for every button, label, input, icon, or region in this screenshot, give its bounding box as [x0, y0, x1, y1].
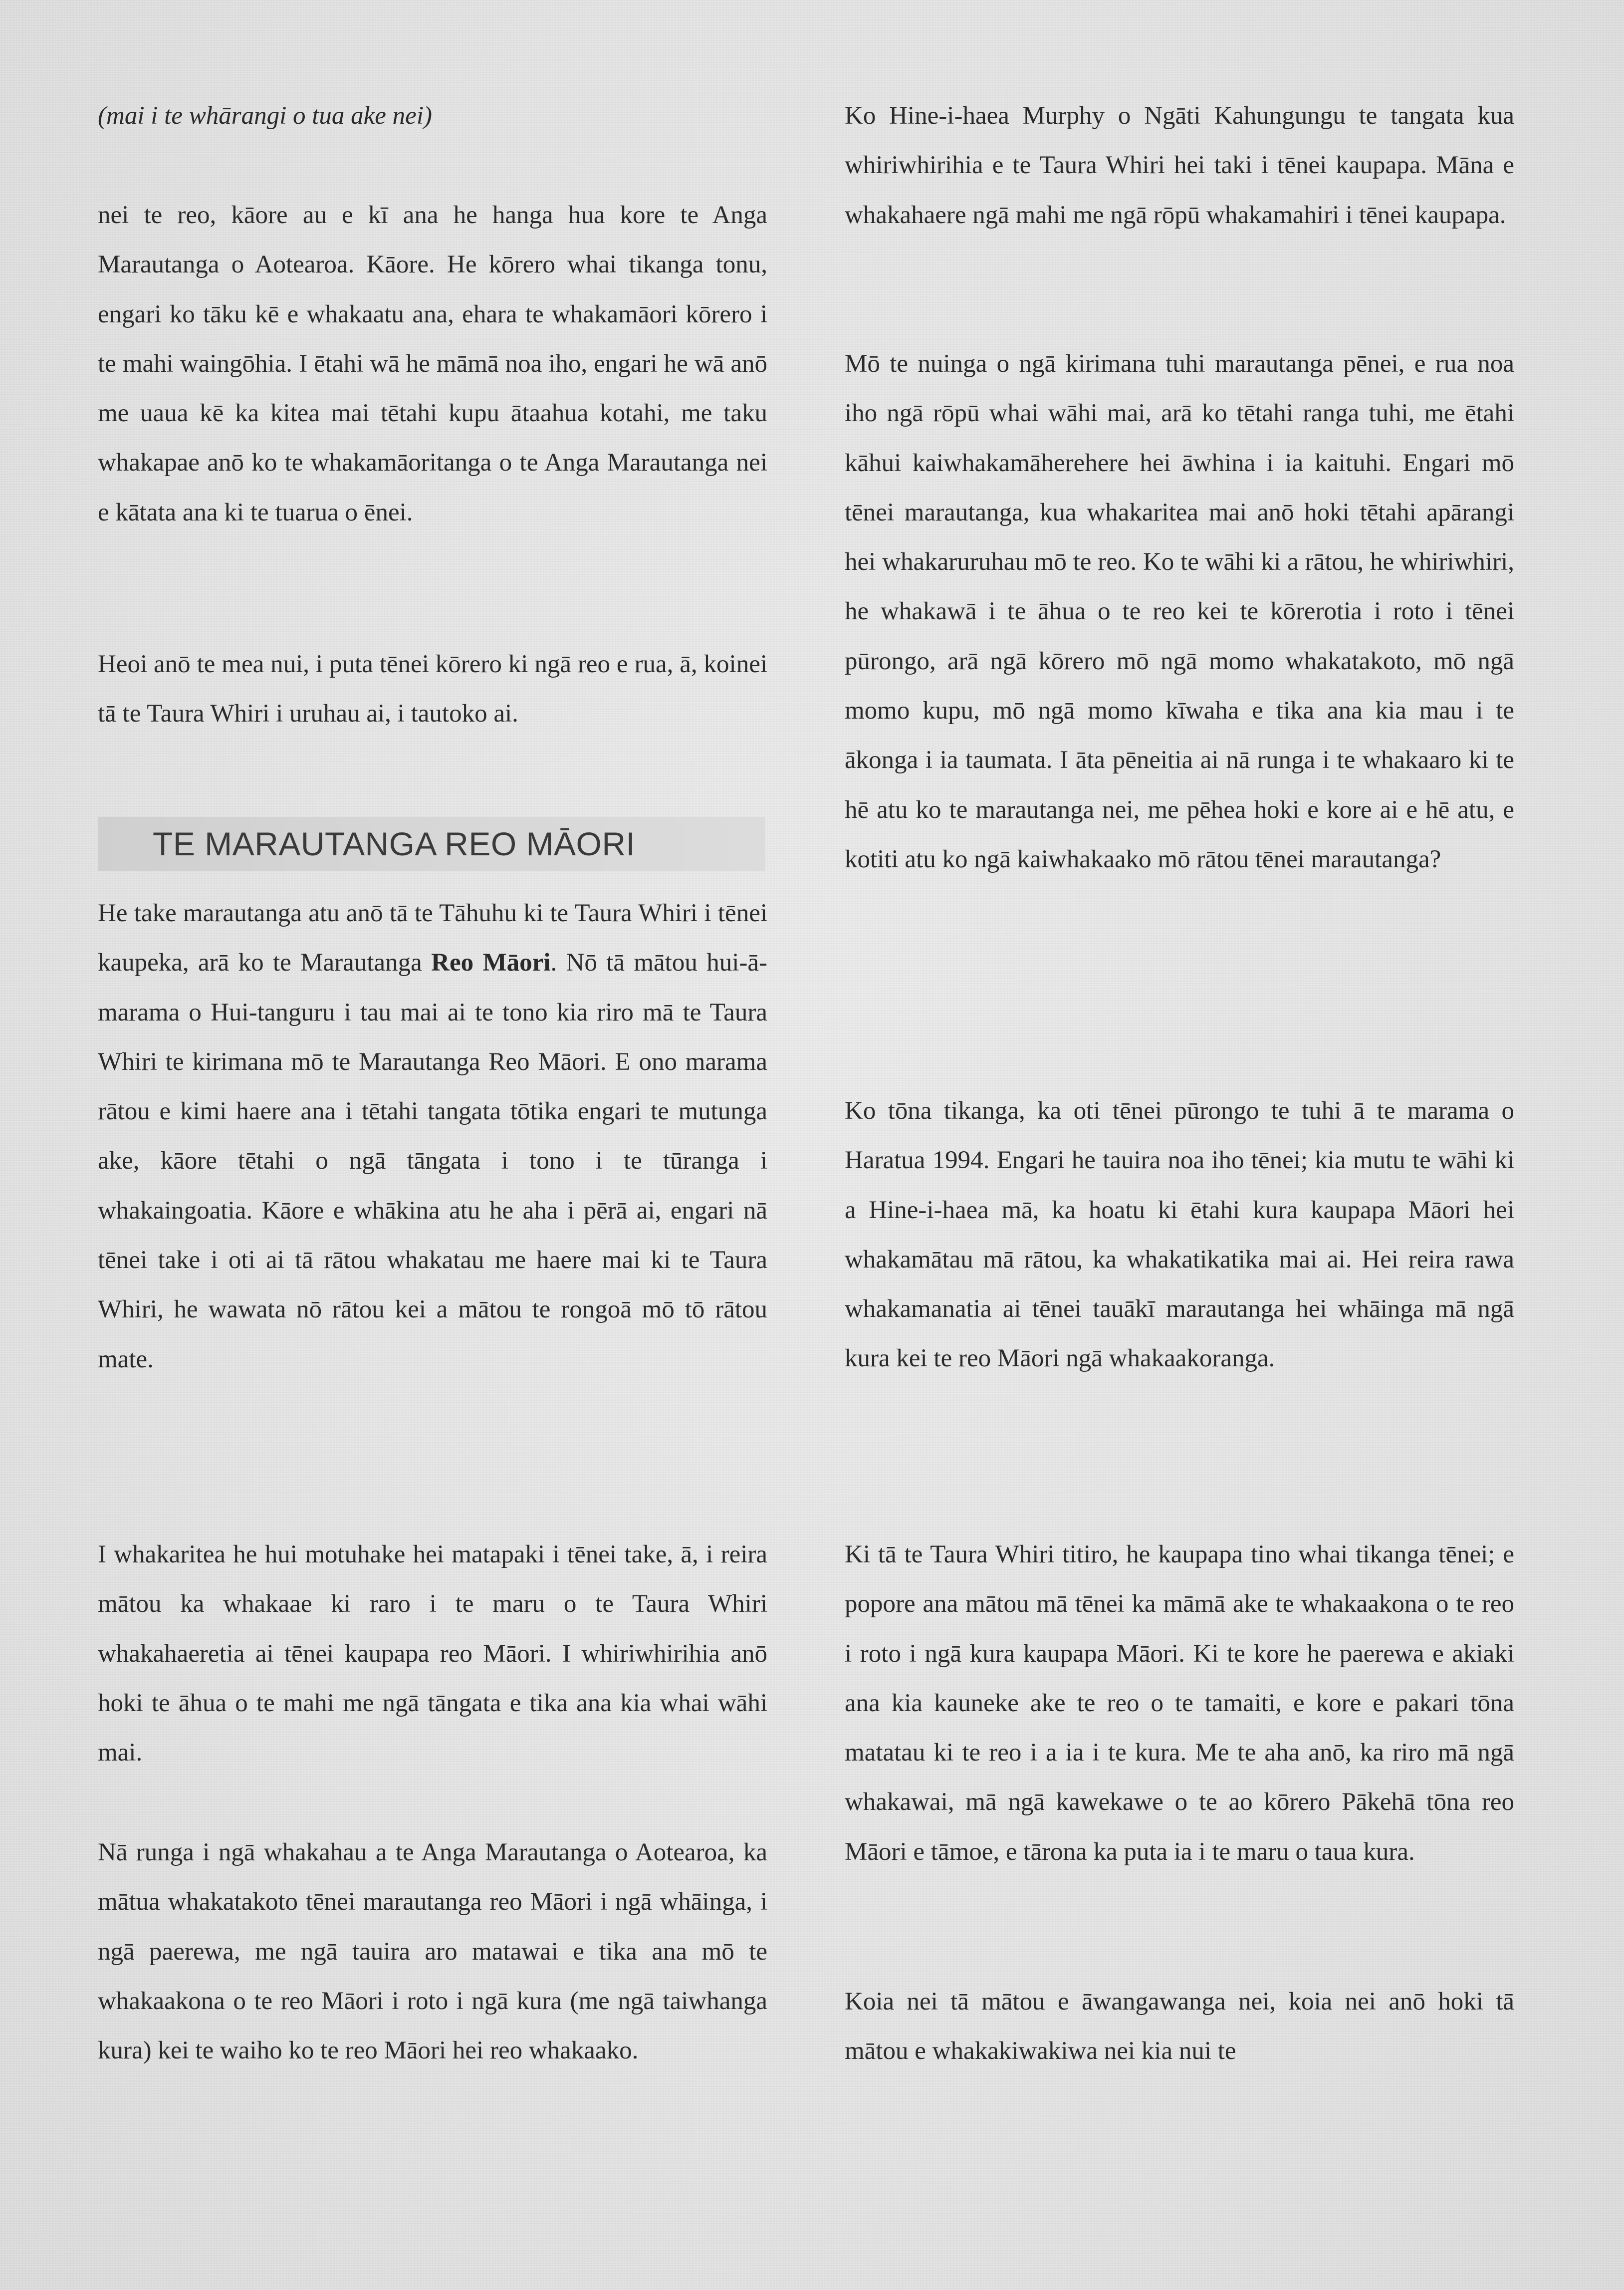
right-paragraph-4: Ki tā te Taura Whiri titiro, he kaupapa tino whai tikanga tēnei; e popore ana mātou mā tēnei ka māmā ake te whakaakona o te reo i roto i ngā kura kaupapa Māori. Ki te kore he paerewa e akiaki ana kia kauneke ake te reo o te tamaiti, e kore e pakari tōna matatau ki te reo i a ia i te kura. Me te aha anō, ka riro mā ngā whakawai, mā ngā kawekawe o te ao kōrero Pākehā tōna reo Māori e tāmoe, e tārona ka puta ia i te maru o taua kura.	[845, 1540, 1514, 1866]
left-paragraph-3-end: . Nō tā mātou hui-ā-marama o Hui-tanguru i tau mai ai te tono kia riro mā te Taura Whiri te kirimana mō te Marautanga Reo Māori. E ono marama rātou e kimi haere ana i tētahi tangata tōtika engari te mutunga ake, kāore tētahi o ngā tāngata i tono i te tūranga i whakaingoatia. Kāore e whākina atu he aha i pērā ai, engari nā tēnei take i oti ai tā rātou whakatau me haere mai ki te Taura Whiri, he wawata nō rātou kei a mātou te rongoā mō tō rātou mate.	[98, 949, 767, 1373]
left-paragraph-3-bold: Reo Māori	[431, 949, 551, 977]
left-paragraph-3	[98, 889, 767, 1384]
left-paragraph-1: nei te reo, kāore au e kī ana he hanga hua kore te Anga Marautanga o Aotearoa. Kāore. He kōrero whai tikanga tonu, engari ko tāku kē e whakaatu ana, ehara te whakamāori kōrero i te mahi waingōhia. I ētahi wā he māmā noa iho, engari he wā anō me uaua kē ka kitea mai tētahi kupu ātaahua kotahi, me taku whakapae anō ko te whakamāoritanga o te Anga Marautanga nei e kātata ana ki te tuarua o ēnei.	[98, 201, 767, 526]
section-heading: TE MARAUTANGA REO MĀORI	[153, 825, 636, 862]
left-paragraph-4: I whakaritea he hui motuhake hei matapaki i tēnei take, ā, i reira mātou ka whakaae ki raro i te maru o te Taura Whiri whakahaeretia ai tēnei kaupapa reo Māori. I whiriwhirihia anō hoki te āhua o te mahi me ngā tāngata e tika ana kia whai wāhi mai.	[98, 1540, 767, 1767]
right-paragraph-1: Ko Hine-i-haea Murphy o Ngāti Kahungungu te tangata kua whiriwhirihia e te Taura Whiri hei taki i tēnei kaupapa. Māna e whakahaere ngā mahi me ngā rōpū whakamahiri i tēnei kaupapa.	[845, 102, 1514, 229]
right-paragraph-5: Koia nei tā mātou e āwangawanga nei, koia nei anō hoki tā mātou e whakakiwakiwa nei kia nui te	[845, 1988, 1514, 2065]
left-paragraph-2: Heoi anō te mea nui, i puta tēnei kōrero ki ngā reo e rua, ā, koinei tā te Taura Whiri i uruhau ai, i tautoko ai.	[98, 650, 767, 728]
section-heading-bar	[98, 817, 765, 871]
continued-label: (mai i te whārangi o tua ake nei)	[98, 102, 432, 130]
right-paragraph-2: Mō te nuinga o ngā kirimana tuhi marautanga pēnei, e rua noa iho ngā rōpū whai wāhi mai, arā ko tētahi ranga tuhi, me ētahi kāhui kaiwhakamāherehere hei āwhina i ia kaituhi. Engari mō tēnei marautanga, kua whakaritea mai anō hoki tētahi apārangi hei whakaruruhau mō te reo. Ko te wāhi ki a rātou, he whiriwhiri, he whakawā i te āhua o te reo kei te kōrerotia i roto i tēnei pūrongo, arā ngā kōrero mō ngā momo whakatakoto, mō ngā momo kupu, mō ngā momo kīwaha e tika ana kia mau i te ākonga i ia taumata. I āta pēneitia ai nā runga i te whakaaro ki te hē atu ko te marautanga nei, me pēhea hoki e kore ai e hē atu, e kotiti atu ko ngā kaiwhakaako mō rātou tēnei marautanga?	[845, 350, 1514, 873]
left-column	[98, 0, 767, 2290]
left-paragraph-5: Nā runga i ngā whakahau a te Anga Marautanga o Aotearoa, ka mātua whakatakoto tēnei marautanga reo Māori i ngā whāinga, i ngā paerewa, me ngā tauira aro matawai e tika ana mō te whakaakona o te reo Māori i roto i ngā kura (me ngā taiwhanga kura) kei te waiho ko te reo Māori hei reo whakaako.	[98, 1838, 767, 2065]
right-column	[845, 0, 1514, 2290]
left-paragraph-3-start: He take marautanga atu anō tā te Tāhuhu ki te Taura Whiri i tēnei kaupeka, arā ko te Marautanga	[98, 899, 767, 977]
right-paragraph-3: Ko tōna tikanga, ka oti tēnei pūrongo te tuhi ā te marama o Haratua 1994. Engari he tauira noa iho tēnei; kia mutu te wāhi ki a Hine-i-haea mā, ka hoatu ki ētahi kura kaupapa Māori hei whakamātau mā rātou, ka whakatikatika mai ai. Hei reira rawa whakamanatia ai tēnei tauākī marautanga hei whāinga mā ngā kura kei te reo Māori ngā whakaakoranga.	[845, 1097, 1514, 1373]
